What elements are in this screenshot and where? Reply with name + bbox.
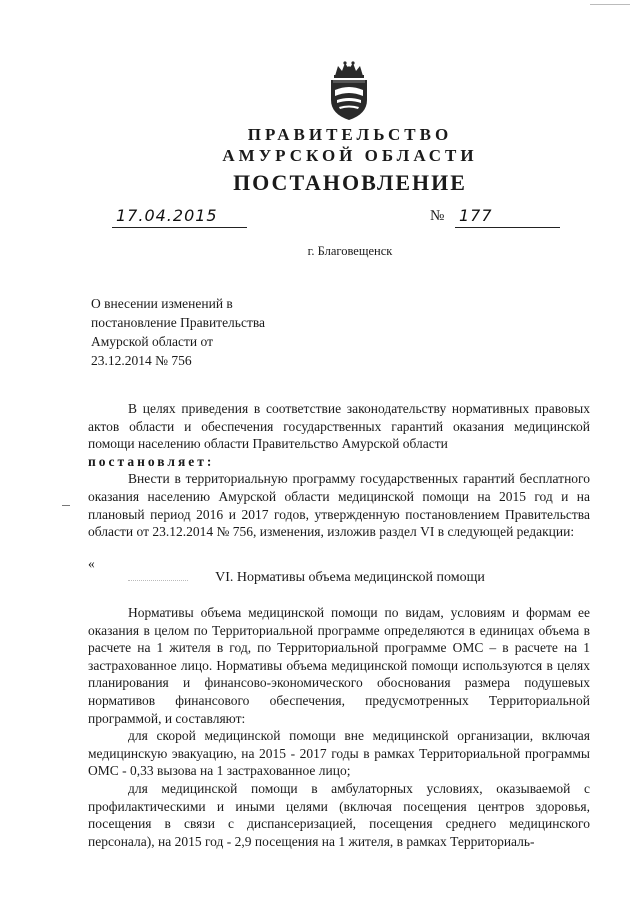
margin-mark — [62, 505, 70, 506]
intro-block — [88, 400, 590, 541]
section-body — [88, 604, 590, 850]
number-field — [455, 205, 560, 228]
scan-artifact-line — [590, 4, 630, 5]
subject-line: О внесении изменений в — [91, 296, 233, 311]
date-field — [112, 205, 247, 228]
subject-line: 23.12.2014 № 756 — [91, 353, 192, 368]
item1-paragraph: Внести в территориальную программу государственных гарантий бесплатного оказания населению Амурской области медицинской помощи на 2015 год и на плановый период 2016 и 2017 годов, утвержденную постановлением Правительства области от 23.12.2014 № 756, изменения, изложив раздел VI в следующей редакции: — [88, 471, 590, 540]
org-name-line2: АМУРСКОЙ ОБЛАСТИ — [222, 146, 478, 165]
number-sign: № — [430, 208, 445, 224]
city-label: г. Благовещенск — [307, 244, 393, 258]
document-subject — [91, 294, 351, 370]
subject-line: Амурской области от — [91, 334, 213, 349]
org-name-line1: ПРАВИТЕЛЬСТВО — [247, 125, 453, 144]
ambulance-paragraph: для скорой медицинской помощи вне медицинской организации, включая медицинскую эвакуацию, на 2015 - 2017 годы в рамках Территориальной программы ОМС - 0,33 вызова на 1 застрахованное лицо; — [88, 728, 590, 779]
section-title: VI. Нормативы объема медицинской помощи — [215, 570, 485, 585]
number-value: 177 — [459, 206, 493, 225]
intro-paragraph: В целях приведения в соответствие законодательству нормативных правовых актов области и обеспечения государственных гарантий оказания медицинской помощи населению области Правительство Амурской области — [88, 401, 590, 452]
subject-line: постановление Правительства — [91, 315, 266, 330]
norms-paragraph: Нормативы объема медицинской помощи по видам, условиям и формам ее оказания в целом по Территориальной программе определяются в единицах объема в расчете на 1 жителя в год, по Территориальной программе ОМС – в расчете на 1 застрахованное лицо. Нормативы объема медицинской помощи используются в целях планирования и финансово-экономического обоснования размера подушевых нормативов финансового обеспечения, предусмотренных Территориальной программой, и составляют: — [88, 605, 590, 726]
resolves-label: постановляет: — [88, 453, 215, 469]
coat-of-arms-icon — [325, 60, 373, 122]
document-type: ПОСТАНОВЛЕНИЕ — [233, 170, 467, 195]
outpatient-paragraph: для медицинской помощи в амбулаторных условиях, оказываемой с профилактическими и иными целями (включая посещения центров здоровья, посещения в связи с диспансеризацией, посещения среднего медицинского персонала), на 2015 год - 2,9 посещения на 1 жителя, в рамках Территориаль- — [88, 780, 590, 849]
date-value: 17.04.2015 — [116, 206, 218, 225]
opening-quote: « — [88, 556, 95, 571]
